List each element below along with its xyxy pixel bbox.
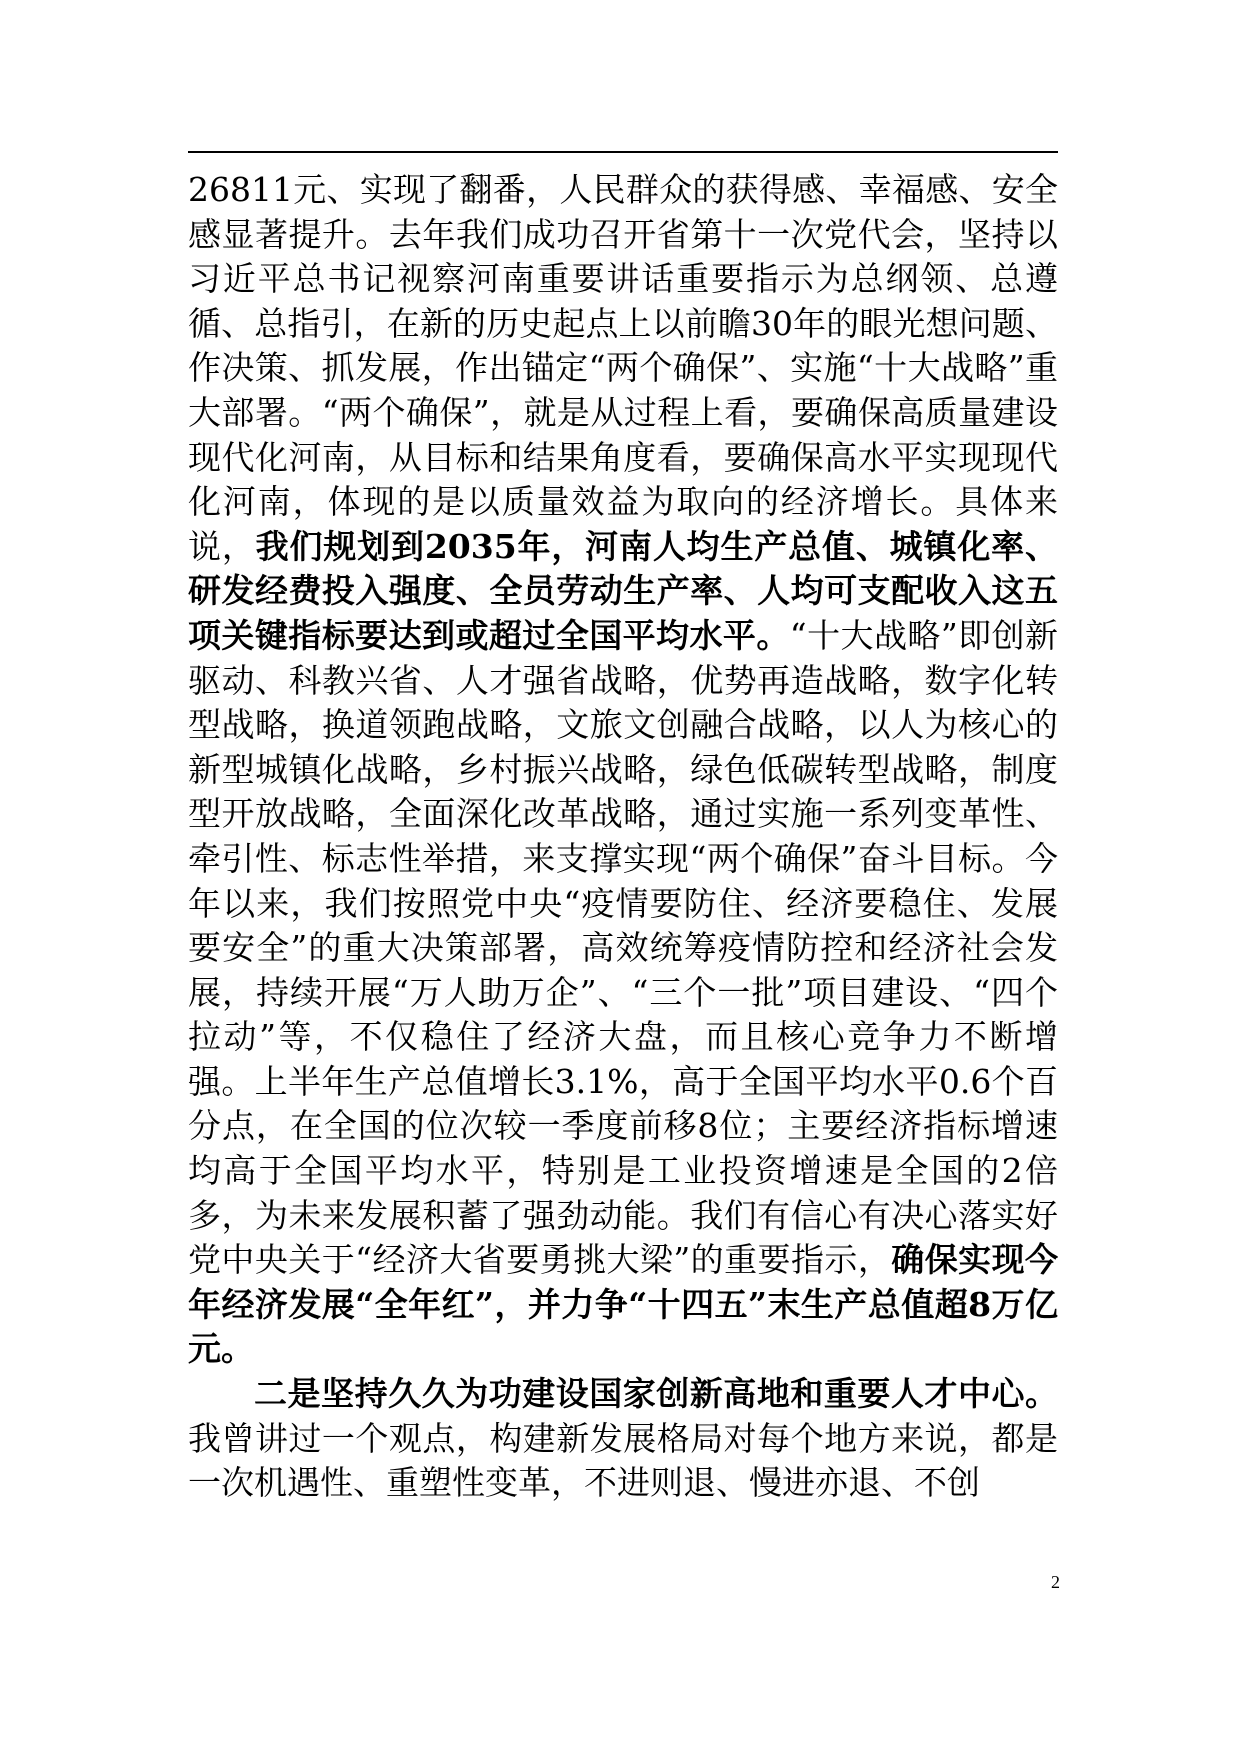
paragraph-1-text-2: “十大战略”即创新驱动、科教兴省、人才强省战略，优势再造战略，数字化转型战略，换道领跑战略，文旅文创融合战略，以人为核心的新型城镇化战略，乡村振兴战略，绿色低碳转型战略，制度型开放战略，全面深化改革战略，通过实施一系列变革性、牵引性、标志性举措，来支撑实现“两个确保”奋斗目标。今年以来，我们按照党中央“疫情要防住、经济要稳住、发展要安全”的重大决策部署，高效统筹疫情防控和经济社会发展，持续开展“万人助万企”、“三个一批”项目建设、“四个拉动”等，不仅稳住了经济大盘，而且核心竞争力不断增强。上半年生产总值增长3.1%，高于全国平均水平0.6个百分点，在全国的位次较一季度前移8位；主要经济指标增速均高于全国平均水平，特别是工业投资增速是全国的2倍多，为未来发展积蓄了强劲动能。我们有信心有决心落实好党中央关于“经济大省要勇挑大梁”的重要指示，: [188, 615, 1058, 1280]
paragraph-2-text: 我曾讲过一个观点，构建新发展格局对每个地方来说，都是一次机遇性、重塑性变革，不进则退、慢进亦退、不创: [188, 1418, 1058, 1503]
page-number: 2: [1051, 1572, 1060, 1592]
paragraph-2-heading: 二是坚持久久为功建设国家创新高地和重要人才中心。: [254, 1374, 1058, 1414]
paragraph-1-bold-2: 确保实现今年经济发展“全年红”，并力争“十四五”末生产总值超8万亿元。: [188, 1240, 1058, 1369]
paragraph-1-bold-1: 我们规划到2035年，河南人均生产总值、城镇化率、研发经费投入强度、全员劳动生产率、人均可支配收入这五项关键指标要达到或超过全国平均水平。: [188, 526, 1058, 655]
paragraph-1-text-1: 26811元、实现了翻番，人民群众的获得感、幸福感、安全感显著提升。去年我们成功召开省第十一次党代会，坚持以习近平总书记视察河南重要讲话重要指示为总纲领、总遵循、总指引，在新的历史起点上以前瞻30年的眼光想问题、作决策、抓发展，作出锚定“两个确保”、实施“十大战略”重大部署。“两个确保”，就是从过程上看，要确保高质量建设现代化河南，从目标和结果角度看，要确保高水平实现现代化河南，体现的是以质量效益为取向的经济增长。具体来说，: [188, 170, 1058, 566]
paragraph-2: [188, 1372, 1058, 1506]
header-rule: [188, 151, 1058, 153]
body-text: [188, 168, 1058, 1506]
paragraph-1: [188, 168, 1058, 1372]
